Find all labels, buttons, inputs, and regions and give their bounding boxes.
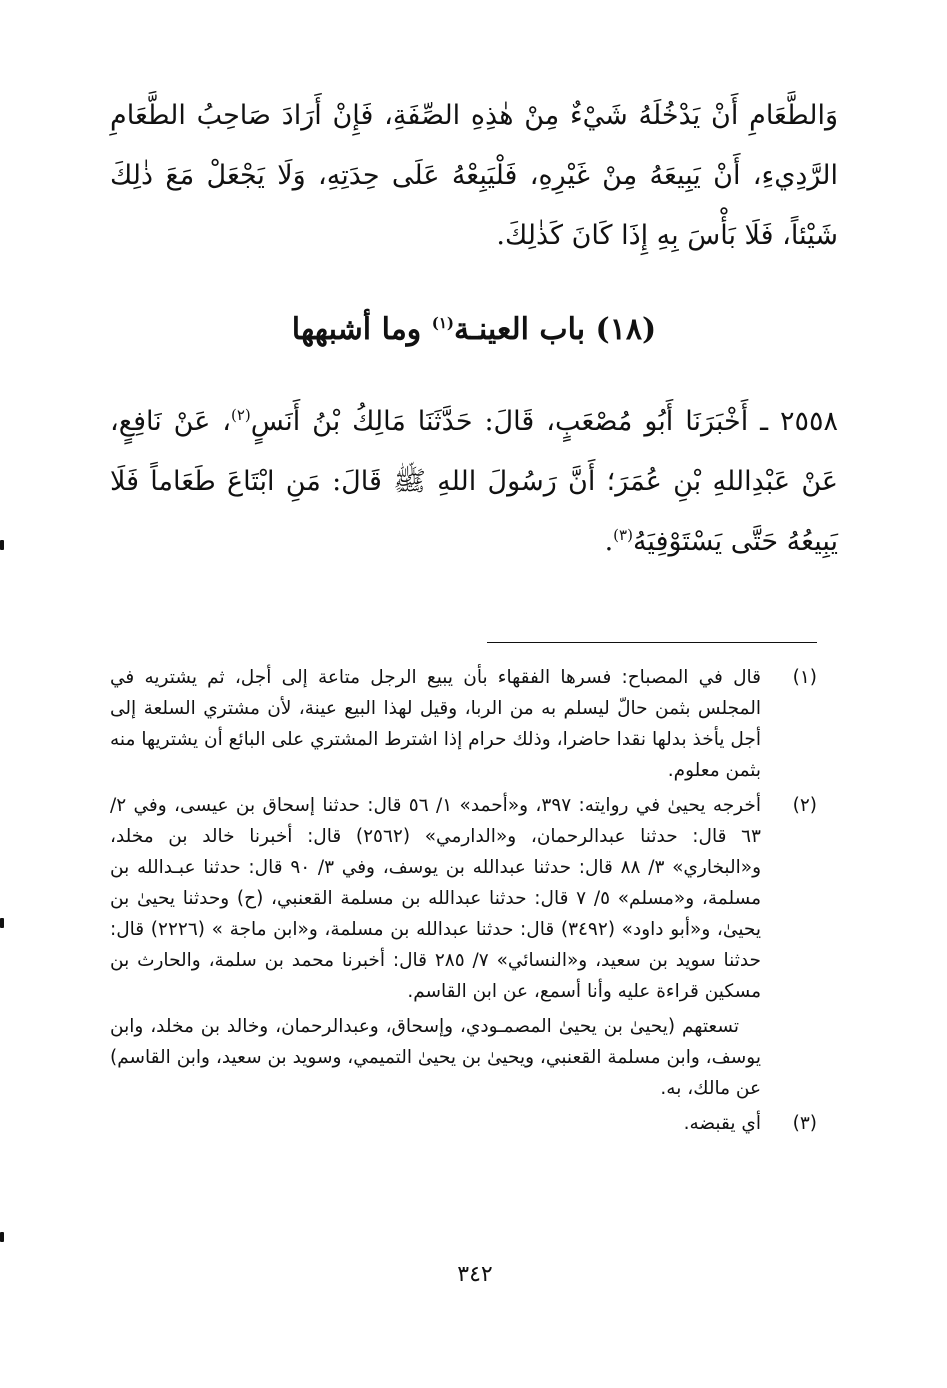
chapter-title-start: (١٨) باب العينـة <box>454 312 657 347</box>
hadith-text-part2: ، عَنْ نَافِعٍ، عَنْ عَبْدِاللهِ بْنِ عُمَرَ؛ أَنَّ رَسُولَ اللهِ ﷺ قَالَ: مَنِ ابْتَاعَ طَعَاماً فَلَا يَبِيعُهُ حَتَّى يَسْتَوْفِيَهُ <box>110 406 838 557</box>
chapter-title-footnote-ref[interactable]: (١) <box>431 314 454 332</box>
footnote-text-continued: تسعتهم (يحيىٰ بن يحيىٰ المصمـودي، وإسحاق، وعبدالرحمان، وخالد بن مخلد، وابن يوسف، وابن مسلمة القعنبي، ويحيىٰ بن يحيىٰ التميمي، وسويد بن سعيد، وابن القاسم) عن مالك، به. <box>110 1016 761 1099</box>
chapter-title-end: وما أشبهها <box>291 312 432 347</box>
footnote-text: أخرجه يحيىٰ في روايته: ٣٩٧، و«أحمد» ١/ ٥٦ قال: حدثنا إسحاق بن عيسى، وفي ٢/ ٦٣ قال: حدثنا عبدالرحمان، و«الدارمي» (٢٥٦٢) قال: أخبرنا خالد بن مخلد، و«البخاري» ٣/ ٨٨ قال: حدثنا عبدالله بن يوسف، وفي ٣/ ٩٠ قال: حدثنا عبـدالله بن مسلمة، و«مسلم» ٥/ ٧ قال: حدثنا عبدالله بن مسلمة القعنبي، (ح) وحدثنا يحيىٰ بن يحيىٰ، و«أبو داود» (٣٤٩٢) قال: حدثنا عبدالله بن مسلمة، و«ابن ماجة » (٢٢٢٦) قال: حدثنا سويد بن سعيد، و«النسائي» ٧/ ٢٨٥ قال: أخبرنا محمد بن سلمة، والحارث بن مسكين قراءة عليه وأنا أسمع، عن ابن القاسم. <box>110 795 762 1002</box>
hadith-text-part3: . <box>604 526 614 557</box>
chapter-title <box>110 305 838 355</box>
footnote-text: أي يقبضه. <box>683 1113 761 1134</box>
footnote-separator <box>487 642 817 643</box>
footnote-number: (١) <box>792 667 817 688</box>
page-number: ٣٤٢ <box>457 1262 493 1287</box>
top-paragraph <box>110 86 838 266</box>
top-paragraph-text: وَالطَّعَامِ أَنْ يَدْخُلَهُ شَيْءٌ مِنْ هٰذِهِ الصِّفَةِ، فَإِنْ أَرَادَ صَاحِبُ الطَّعَامِ الرَّدِيءِ، أَنْ يَبِيعَهُ مِنْ غَيْرِهِ، فَلْيَبِعْهُ عَلَى حِدَتِهِ، وَلَا يَجْعَلْ مَعَ ذٰلِكَ شَيْئاً، فَلَا بَأْسَ بِهِ إِذَا كَانَ كَذٰلِكَ. <box>110 100 838 251</box>
footnote-2 <box>110 790 817 1104</box>
hadith-footnote-ref-2[interactable]: (٢) <box>231 406 251 424</box>
scan-edge-mark <box>0 540 4 550</box>
hadith-text-part1: ٢٥٥٨ ـ أَخْبَرَنَا أَبُو مُصْعَبٍ، قَالَ: حَدَّثَنَا مَالِكُ بْنُ أَنَسٍ <box>250 406 839 437</box>
scan-edge-mark <box>0 1232 4 1242</box>
hadith-2558 <box>110 392 838 572</box>
footnote-number: (٢) <box>792 795 817 816</box>
hadith-footnote-ref-3[interactable]: (٣) <box>613 526 633 544</box>
footnote-text: قال في المصباح: فسرها الفقهاء بأن يبيع الرجل متاعة إلى أجل، ثم يشتريه في المجلس بثمن حالّ ليسلم به من الربا، وقيل لهذا البيع عينة، لأن مشتري السلعة إلى أجل يأخذ بدلها نقدا حاضرا، وذلك حرام إذا اشترط المشتري على البائع أن يشتريها منه بثمن معلوم. <box>110 667 761 781</box>
footnotes <box>110 662 817 1143</box>
footnote-3 <box>110 1108 817 1139</box>
footnote-number: (٣) <box>792 1113 817 1134</box>
scan-edge-mark <box>0 918 4 928</box>
footnote-1 <box>110 662 817 786</box>
